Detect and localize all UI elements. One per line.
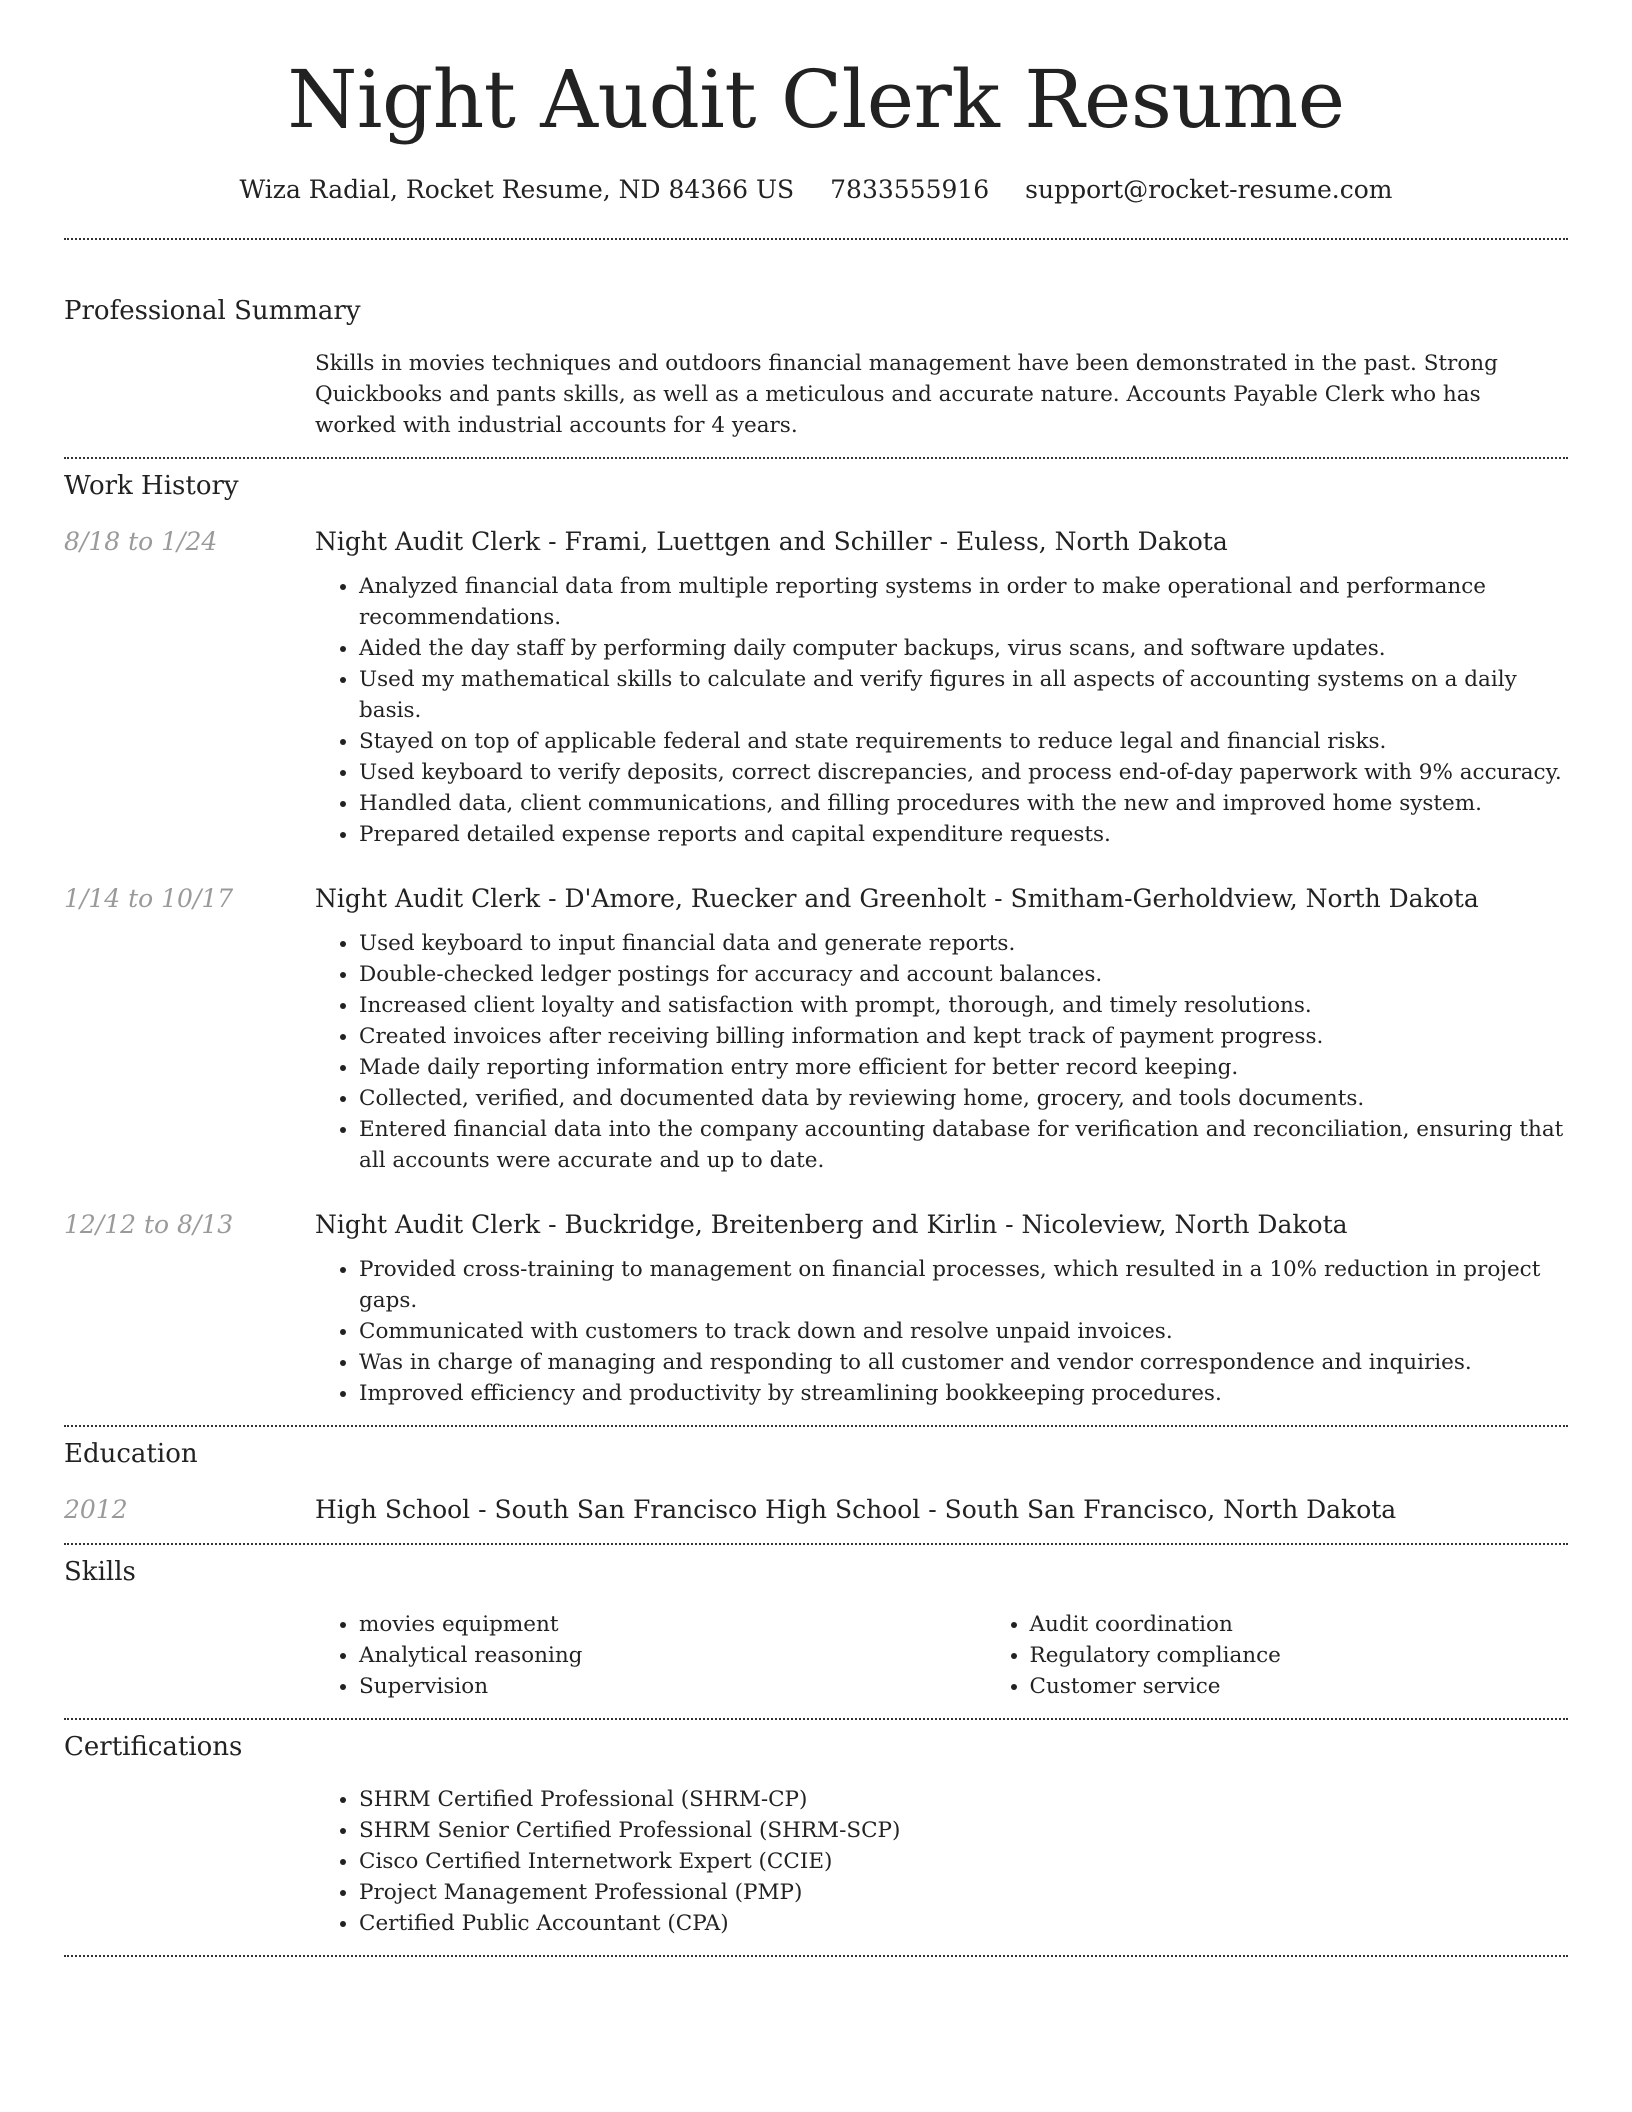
list-item: • Customer service xyxy=(1030,1671,1632,1702)
list-item: • Supervision xyxy=(359,1671,986,1702)
education-entry xyxy=(64,1493,1568,1527)
list-item: • Stayed on top of applicable federal and state requirements to reduce legal and financial risks. xyxy=(359,726,1568,757)
work-heading: Work History xyxy=(64,471,239,501)
certifications-list xyxy=(315,1784,1568,1939)
education-text: High School - South San Francisco High School - South San Francisco, North Dakota xyxy=(315,1495,1397,1524)
list-item: • Project Management Professional (PMP) xyxy=(359,1877,1568,1908)
list-item: • Used my mathematical skills to calculate and verify figures in all aspects of accounting systems on a daily basis. xyxy=(359,664,1568,726)
list-item: • Certified Public Accountant (CPA) xyxy=(359,1908,1568,1939)
contact-phone: 7833555916 xyxy=(830,175,990,204)
skills-list-left xyxy=(315,1609,986,1702)
contact-line xyxy=(64,170,1568,210)
contact-address: Wiza Radial, Rocket Resume, ND 84366 US xyxy=(239,175,795,204)
summary-heading: Professional Summary xyxy=(64,296,361,326)
work-section xyxy=(64,459,1568,1425)
list-item: • Used keyboard to verify deposits, correct discrepancies, and process end-of-day paperwork with 9% accuracy. xyxy=(359,757,1568,788)
list-item: • Audit coordination xyxy=(1030,1609,1632,1640)
list-item: • Improved efficiency and productivity by streamlining bookkeeping procedures. xyxy=(359,1378,1568,1409)
job-title: Night Audit Clerk - Frami, Luettgen and Schiller - Euless, North Dakota xyxy=(315,527,1228,556)
summary-text: Skills in movies techniques and outdoors financial management have been demonstrated in the past. Strong Quickbooks and pants skills, as well as a meticulous and accurate nature. Accounts Payable Clerk who has worked with industrial accounts for 4 years. xyxy=(315,351,1498,438)
job-entry xyxy=(64,882,1568,1176)
summary-section xyxy=(64,240,1568,457)
list-item: • Cisco Certified Internetwork Expert (CCIE) xyxy=(359,1846,1568,1877)
list-item: • Analyzed financial data from multiple reporting systems in order to make operational and performance recommendations. xyxy=(359,571,1568,633)
list-item: • Entered financial data into the company accounting database for verification and reconciliation, ensuring that all accounts were accurate and up to date. xyxy=(359,1114,1568,1176)
job-dates: 8/18 to 1/24 xyxy=(64,527,218,556)
list-item: • Prepared detailed expense reports and capital expenditure requests. xyxy=(359,819,1568,850)
list-item: • Aided the day staff by performing daily computer backups, virus scans, and software updates. xyxy=(359,633,1568,664)
list-item: • SHRM Certified Professional (SHRM-CP) xyxy=(359,1784,1568,1815)
job-bullets xyxy=(315,928,1568,1176)
list-item: • Increased client loyalty and satisfaction with prompt, thorough, and timely resolutions. xyxy=(359,990,1568,1021)
list-item: • Handled data, client communications, and filling procedures with the new and improved home system. xyxy=(359,788,1568,819)
list-item: • Double-checked ledger postings for accuracy and account balances. xyxy=(359,959,1568,990)
certifications-divider xyxy=(64,1955,1568,1957)
education-section xyxy=(64,1427,1568,1543)
certifications-section xyxy=(64,1720,1568,1955)
list-item: • Made daily reporting information entry more efficient for better record keeping. xyxy=(359,1052,1568,1083)
list-item: • Regulatory compliance xyxy=(1030,1640,1632,1671)
resume-title: Night Audit Clerk Resume xyxy=(287,53,1345,146)
list-item: • movies equipment xyxy=(359,1609,986,1640)
skills-list-right xyxy=(986,1609,1632,1702)
list-item: • Used keyboard to input financial data and generate reports. xyxy=(359,928,1568,959)
list-item: • Collected, verified, and documented data by reviewing home, grocery, and tools documents. xyxy=(359,1083,1568,1114)
job-dates: 12/12 to 8/13 xyxy=(64,1210,234,1239)
job-entry xyxy=(64,1208,1568,1409)
list-item: • Communicated with customers to track down and resolve unpaid invoices. xyxy=(359,1316,1568,1347)
job-dates: 1/14 to 10/17 xyxy=(64,884,234,913)
education-heading: Education xyxy=(64,1439,198,1469)
skills-grid xyxy=(315,1609,1568,1702)
list-item: • Provided cross-training to management on financial processes, which resulted in a 10% reduction in project gaps. xyxy=(359,1254,1568,1316)
job-entry xyxy=(64,525,1568,850)
contact-email: support@rocket-resume.com xyxy=(1025,175,1393,204)
list-item: • Was in charge of managing and responding to all customer and vendor correspondence and inquiries. xyxy=(359,1347,1568,1378)
list-item: • SHRM Senior Certified Professional (SHRM-SCP) xyxy=(359,1815,1568,1846)
job-title: Night Audit Clerk - D'Amore, Ruecker and Greenholt - Smitham-Gerholdview, North Dakota xyxy=(315,884,1479,913)
job-bullets xyxy=(315,1254,1568,1409)
list-item: • Analytical reasoning xyxy=(359,1640,986,1671)
skills-section xyxy=(64,1545,1568,1718)
list-item: • Created invoices after receiving billing information and kept track of payment progress. xyxy=(359,1021,1568,1052)
certifications-heading: Certifications xyxy=(64,1732,243,1762)
job-title: Night Audit Clerk - Buckridge, Breitenberg and Kirlin - Nicoleview, North Dakota xyxy=(315,1210,1348,1239)
education-year: 2012 xyxy=(64,1495,128,1524)
skills-heading: Skills xyxy=(64,1557,136,1587)
job-bullets xyxy=(315,571,1568,850)
